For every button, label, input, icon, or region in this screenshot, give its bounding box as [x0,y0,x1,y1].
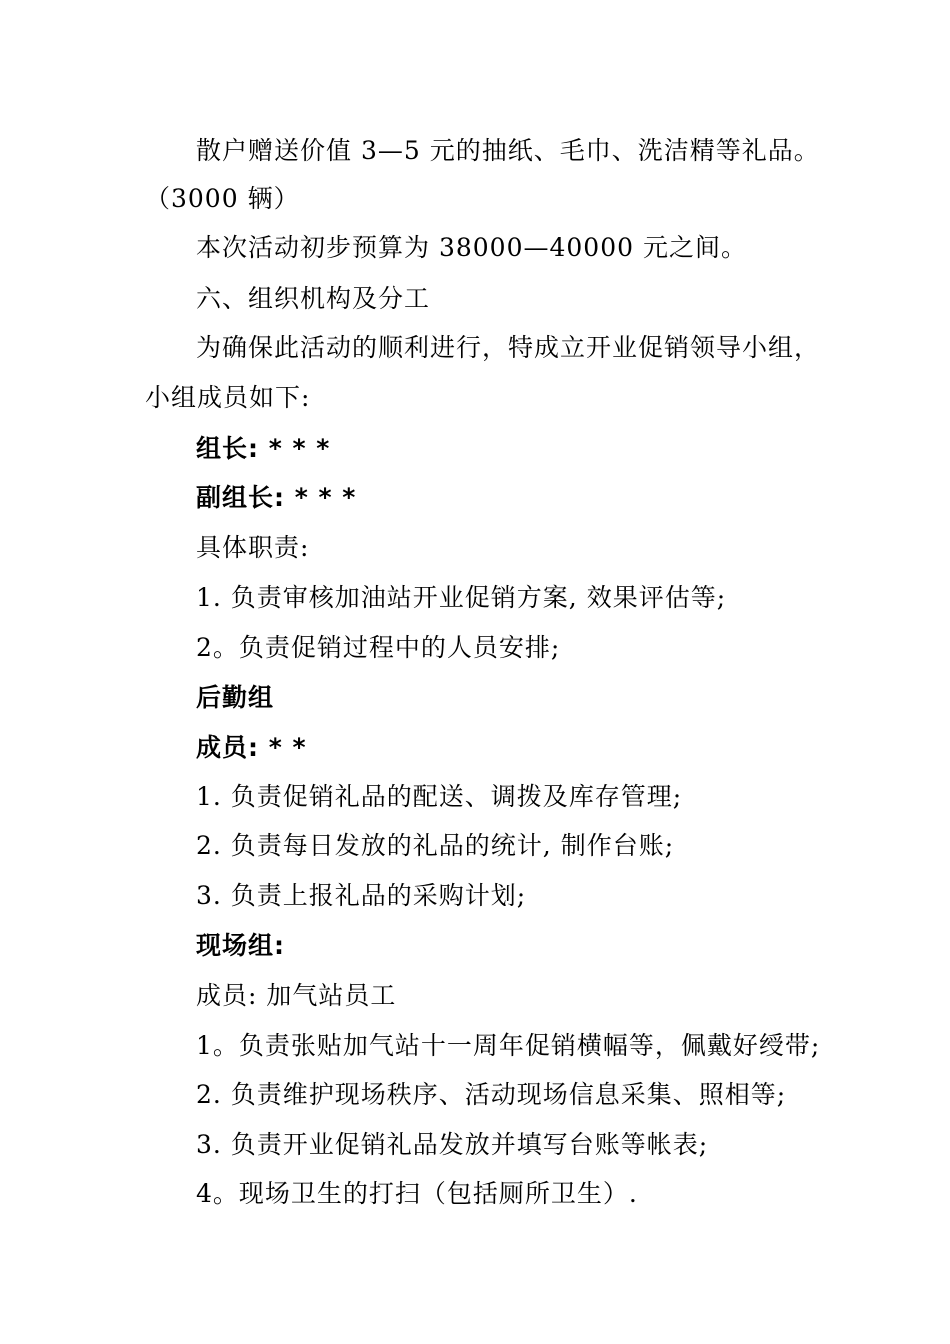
paragraph-line: 小组成员如下: [145,383,311,412]
duty-item: 3. 负责上报礼品的采购计划; [196,881,527,910]
duty-item: 2。负责促销过程中的人员安排; [196,633,561,662]
budget-line: 本次活动初步预算为 38000—40000 元之间。 [196,233,747,262]
duty-item: 1. 负责审核加油站开业促销方案, 效果评估等; [196,583,727,612]
onsite-group-heading: 现场组: [196,931,285,960]
duty-item: 2. 负责维护现场秩序、活动现场信息采集、照相等; [196,1080,787,1109]
logistics-group-heading: 后勤组 [196,683,275,712]
duty-item: 3. 负责开业促销礼品发放并填写台账等帐表; [196,1130,709,1159]
duties-label: 具体职责: [196,533,310,562]
gift-line: 散户赠送价值 3—5 元的抽纸、毛巾、洗洁精等礼品。 [196,136,820,165]
duty-item: 4。现场卫生的打扫（包括厕所卫生）. [196,1179,638,1208]
duty-item: 1。负责张贴加气站十一周年促销横幅等，佩戴好绶带; [196,1031,821,1060]
deputy-leader-line: 副组长: * * * [196,483,357,512]
onsite-members-line: 成员: 加气站员工 [196,981,397,1010]
vehicle-count-line: （3000 辆） [145,184,300,213]
duty-item: 1. 负责促销礼品的配送、调拨及库存管理; [196,782,683,811]
duty-item: 2. 负责每日发放的礼品的统计, 制作台账; [196,831,675,860]
logistics-members-line: 成员: * * [196,733,307,762]
section-heading: 六、组织机构及分工 [196,284,431,313]
group-leader-line: 组长: * * * [196,434,331,463]
paragraph-line: 为确保此活动的顺利进行，特成立开业促销领导小组， [196,333,821,362]
